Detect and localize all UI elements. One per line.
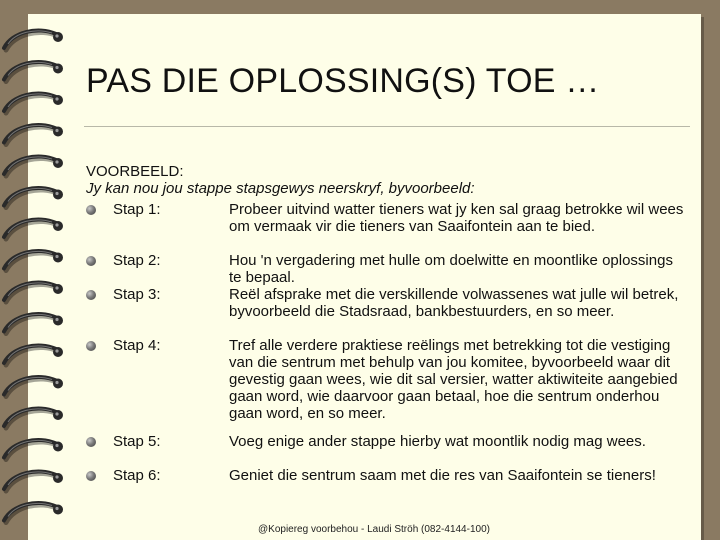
copyright-footer: @Kopiereg voorbehou - Laudi Ströh (082-4144-100) — [258, 524, 490, 535]
spiral-binding-ring — [4, 219, 63, 239]
spiral-binding-ring — [4, 62, 63, 82]
step-text: Reël afsprake met die verskillende volwassenes wat julle wil betrek, byvoorbeeld die Stadsraad, bankbestuurders, en so meer. — [229, 286, 679, 320]
spiral-binding-ring — [4, 408, 63, 428]
spiral-binding-ring — [4, 440, 63, 460]
spiral-binding — [0, 0, 70, 540]
slide-body — [86, 163, 686, 484]
step-label: Stap 4: — [113, 337, 161, 354]
spiral-binding-ring — [4, 251, 63, 271]
bullet-sphere-icon — [86, 256, 96, 266]
step-text: Tref alle verdere praktiese reëlings met betrekking tot die vestiging van die sentrum met behulp van jou komitee, byvoorbeeld waar dit gevestig gaan wees, wie dit sal versier, watter aktiwiteite aangebied gaan word, wie daarvoor gaan betaal, hoe die sentrum onderhou gaan word, en so meer. — [229, 337, 678, 422]
bullet-sphere-icon — [86, 341, 96, 351]
step-label: Stap 6: — [113, 467, 161, 484]
example-heading: VOORBEELD: — [86, 163, 184, 180]
step-label: Stap 3: — [113, 286, 161, 303]
spiral-binding-ring — [4, 314, 63, 334]
spiral-binding-ring — [4, 345, 63, 365]
spiral-binding-ring — [4, 30, 63, 50]
bullet-sphere-icon — [86, 437, 96, 447]
step-label: Stap 5: — [113, 433, 161, 450]
bullet-sphere-icon — [86, 471, 96, 481]
spiral-binding-ring — [4, 377, 63, 397]
intro-text: Jy kan nou jou stappe stapsgewys neerskryf, byvoorbeeld: — [86, 180, 475, 197]
spiral-binding-ring — [4, 93, 63, 113]
bullet-sphere-icon — [86, 205, 96, 215]
step-label: Stap 2: — [113, 252, 161, 269]
spiral-binding-ring — [4, 188, 63, 208]
bullet-sphere-icon — [86, 290, 96, 300]
spiral-binding-ring — [4, 156, 63, 176]
step-label: Stap 1: — [113, 201, 161, 218]
step-text: Voeg enige ander stappe hierby wat moontlik nodig mag wees. — [229, 433, 646, 450]
step-text: Probeer uitvind watter tieners wat jy ken sal graag betrokke wil wees om vermaak vir die tieners van Saaifontein aan te bied. — [229, 201, 684, 235]
spiral-binding-ring — [4, 282, 63, 302]
step-text: Geniet die sentrum saam met die res van Saaifontein se tieners! — [229, 467, 656, 484]
slide-title: PAS DIE OPLOSSING(S) TOE … — [86, 62, 600, 100]
spiral-binding-ring — [4, 503, 63, 523]
step-text: Hou 'n vergadering met hulle om doelwitte en moontlike oplossings te bepaal. — [229, 252, 673, 286]
spiral-binding-ring — [4, 471, 63, 491]
spiral-binding-ring — [4, 125, 63, 145]
title-divider — [84, 126, 690, 127]
